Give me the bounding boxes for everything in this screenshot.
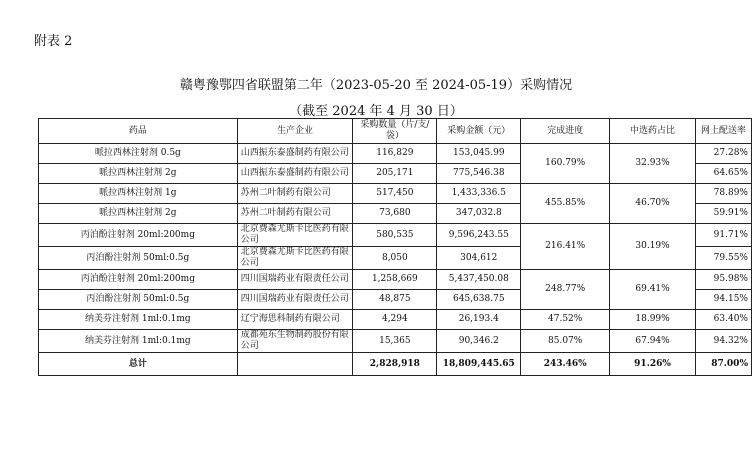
share-cell: 32.93%	[610, 144, 696, 184]
company-cell: 辽宁海思科制药有限公司	[237, 310, 353, 330]
amount-cell: 153,045.99	[437, 144, 521, 164]
appendix-label: 附表 2	[34, 34, 73, 49]
delivery-cell: 79.55%	[695, 247, 751, 270]
header-company: 生产企业	[237, 119, 353, 144]
header-amount: 采购金额（元）	[437, 119, 521, 144]
qty-cell: 4,294	[353, 310, 437, 330]
header-qty: 采购数量（片/支/袋）	[353, 119, 437, 144]
delivery-cell: 94.32%	[695, 330, 751, 353]
company-cell: 苏州二叶制药有限公司	[237, 184, 353, 204]
qty-cell: 8,050	[353, 247, 437, 270]
share-cell: 67.94%	[610, 330, 696, 353]
delivery-cell: 27.28%	[695, 144, 751, 164]
drug-cell: 丙泊酚注射剂 50ml:0.5g	[39, 290, 238, 310]
qty-cell: 15,365	[353, 330, 437, 353]
drug-cell: 哌拉西林注射剂 2g	[39, 204, 238, 224]
drug-cell: 哌拉西林注射剂 1g	[39, 184, 238, 204]
drug-cell: 哌拉西林注射剂 0.5g	[39, 144, 238, 164]
share-cell: 30.19%	[610, 224, 696, 270]
company-cell: 四川国瑞药业有限责任公司	[237, 290, 353, 310]
drug-cell: 纳美芬注射剂 1ml:0.1mg	[39, 310, 238, 330]
qty-cell: 1,258,669	[353, 270, 437, 290]
page-title: 赣粤豫鄂四省联盟第二年（2023-05-20 至 2024-05-19）采购情况	[179, 78, 573, 93]
delivery-cell: 59.91%	[695, 204, 751, 224]
drug-cell: 丙泊酚注射剂 50ml:0.5g	[39, 247, 238, 270]
progress-cell: 85.07%	[521, 330, 610, 353]
company-cell: 北京费森尤斯卡比医药有限公司	[237, 247, 353, 270]
page-subtitle: （截至 2024 年 4 月 30 日）	[289, 104, 463, 119]
table-row	[39, 330, 752, 353]
total-amount: 18,809,445.65	[437, 353, 521, 376]
delivery-cell: 78.89%	[695, 184, 751, 204]
drug-cell: 纳美芬注射剂 1ml:0.1mg	[39, 330, 238, 353]
total-share: 91.26%	[610, 353, 696, 376]
amount-cell: 304,612	[437, 247, 521, 270]
drug-cell: 丙泊酚注射剂 20ml:200mg	[39, 224, 238, 247]
amount-cell: 26,193.4	[437, 310, 521, 330]
progress-cell: 47.52%	[521, 310, 610, 330]
amount-cell: 645,638.75	[437, 290, 521, 310]
total-company-empty	[237, 353, 353, 376]
company-cell: 成都苑东生物制药股份有限公司	[237, 330, 353, 353]
company-cell: 北京费森尤斯卡比医药有限公司	[237, 224, 353, 247]
amount-cell: 1,433,336.5	[437, 184, 521, 204]
qty-cell: 116,829	[353, 144, 437, 164]
total-progress: 243.46%	[521, 353, 610, 376]
progress-cell: 216.41%	[521, 224, 610, 270]
amount-cell: 9,596,243.55	[437, 224, 521, 247]
progress-cell: 160.79%	[521, 144, 610, 184]
delivery-cell: 91.71%	[695, 224, 751, 247]
amount-cell: 90,346.2	[437, 330, 521, 353]
header-drug: 药品	[39, 119, 238, 144]
qty-cell: 205,171	[353, 164, 437, 184]
table-row	[39, 224, 752, 247]
total-row	[39, 353, 752, 376]
delivery-cell: 64.65%	[695, 164, 751, 184]
table-row	[39, 310, 752, 330]
table-row	[39, 184, 752, 204]
drug-cell: 丙泊酚注射剂 20ml:200mg	[39, 270, 238, 290]
company-cell: 山西振东泰盛制药有限公司	[237, 164, 353, 184]
table-row	[39, 144, 752, 164]
header-delivery: 网上配送率	[695, 119, 751, 144]
progress-cell: 248.77%	[521, 270, 610, 310]
share-cell: 46.70%	[610, 184, 696, 224]
header-row	[39, 119, 752, 144]
delivery-cell: 95.98%	[695, 270, 751, 290]
qty-cell: 73,680	[353, 204, 437, 224]
drug-cell: 哌拉西林注射剂 2g	[39, 164, 238, 184]
header-progress: 完成进度	[521, 119, 610, 144]
share-cell: 18.99%	[610, 310, 696, 330]
progress-cell: 455.85%	[521, 184, 610, 224]
company-cell: 山西振东泰盛制药有限公司	[237, 144, 353, 164]
delivery-cell: 63.40%	[695, 310, 751, 330]
procurement-table	[38, 118, 752, 376]
amount-cell: 5,437,450.08	[437, 270, 521, 290]
company-cell: 四川国瑞药业有限责任公司	[237, 270, 353, 290]
header-share: 中选药占比	[610, 119, 696, 144]
delivery-cell: 94.15%	[695, 290, 751, 310]
total-label: 总计	[39, 353, 238, 376]
total-delivery: 87.00%	[695, 353, 751, 376]
amount-cell: 775,546.38	[437, 164, 521, 184]
company-cell: 苏州二叶制药有限公司	[237, 204, 353, 224]
share-cell: 69.41%	[610, 270, 696, 310]
qty-cell: 517,450	[353, 184, 437, 204]
qty-cell: 580,535	[353, 224, 437, 247]
table-row	[39, 270, 752, 290]
amount-cell: 347,032.8	[437, 204, 521, 224]
total-qty: 2,828,918	[353, 353, 437, 376]
qty-cell: 48,875	[353, 290, 437, 310]
